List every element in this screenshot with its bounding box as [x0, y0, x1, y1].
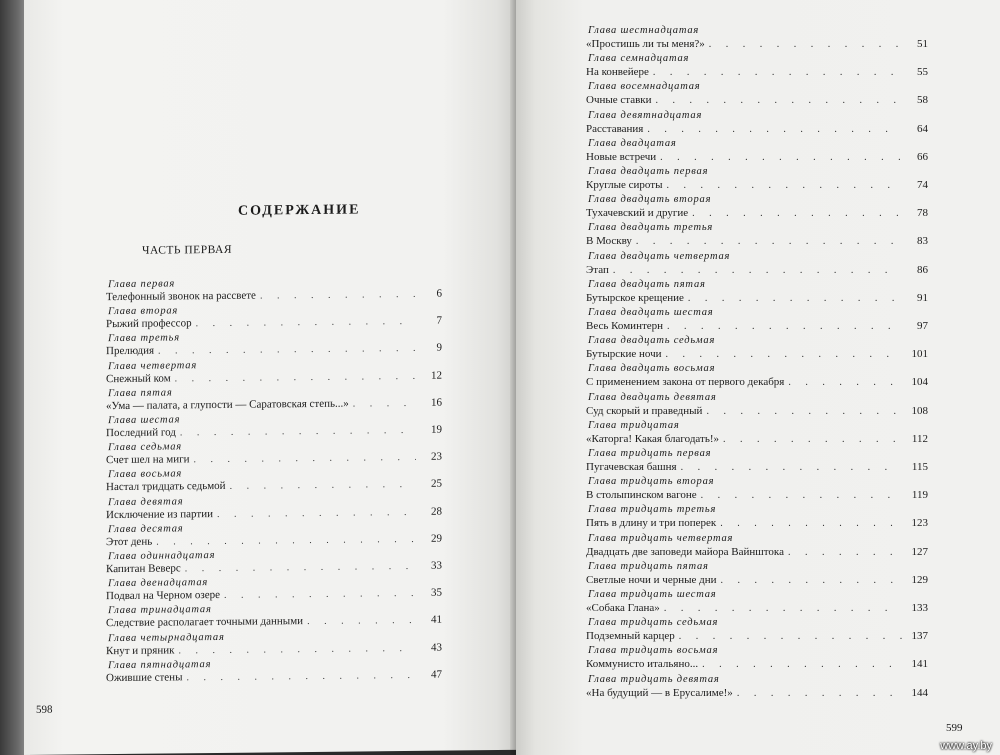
chapter-title: Пугачевская башня: [586, 461, 677, 473]
chapter-title: Новые встречи: [586, 150, 657, 163]
chapter-title: Коммунисто итальяно...: [586, 658, 699, 671]
page-number: 104: [911, 376, 928, 389]
leader-dots: [185, 561, 416, 574]
page-number: 25: [431, 478, 442, 491]
leader-dots: [158, 343, 416, 357]
page-number: 19: [431, 423, 442, 436]
page-number: 137: [911, 630, 928, 643]
chapter-label: Глава двадцать третья: [588, 222, 714, 234]
toc-entry: [586, 376, 928, 388]
page-number: 97: [917, 320, 928, 332]
chapter-label: Глава восьмая: [108, 468, 183, 481]
chapter-title: Весь Коминтерн: [586, 320, 664, 332]
toc-entry: [586, 207, 928, 219]
page-number: 78: [917, 207, 928, 220]
page-number: 112: [911, 432, 928, 445]
page-number: 29: [431, 532, 442, 545]
toc-entry: [586, 658, 928, 670]
chapter-label: Глава тридцать третья: [588, 504, 717, 516]
leader-dots: [647, 124, 902, 135]
page-number: 141: [911, 658, 928, 671]
toc-entry: [106, 587, 442, 603]
chapter-label: Глава седьмая: [108, 441, 182, 454]
chapter-label: Глава шестая: [108, 414, 181, 427]
chapter-title: Подземный карцер: [586, 630, 675, 643]
page-number: 127: [911, 545, 928, 558]
page-number: 58: [917, 94, 928, 107]
chapter-title: Бутырское крещение: [586, 291, 684, 304]
toc-entry: [586, 489, 928, 501]
leader-dots: [156, 534, 416, 548]
toc-entry: [586, 94, 928, 106]
chapter-title: Телефонный звонок на рассвете: [106, 289, 256, 304]
toc-entry: [586, 38, 928, 50]
leader-dots: [706, 406, 902, 417]
toc-entry: [586, 179, 928, 191]
toc-entry: [106, 288, 442, 304]
page-number: 101: [911, 348, 928, 361]
chapter-title: Расставания: [586, 122, 644, 135]
toc-entry: [586, 292, 928, 304]
page-number: 41: [431, 614, 442, 627]
leader-dots: [217, 506, 416, 519]
chapter-label: Глава десятая: [108, 523, 184, 535]
chapter-label: Глава двадцать первая: [588, 166, 709, 177]
leader-dots: [688, 293, 902, 304]
leader-dots: [667, 321, 902, 332]
page-number: 119: [911, 489, 928, 502]
leader-dots: [186, 670, 416, 683]
toc-entry: [586, 66, 928, 78]
page-number: 35: [431, 586, 442, 599]
toc-entry: [586, 574, 928, 586]
toc-entry: [586, 602, 928, 614]
leader-dots: [224, 588, 416, 601]
chapter-title: На конвейере: [586, 66, 649, 79]
chapter-title: Кнут и пряник: [106, 644, 175, 657]
chapter-label: Глава девятая: [108, 495, 184, 508]
leader-dots: [720, 518, 902, 529]
leader-dots: [723, 434, 902, 445]
chapter-label: Глава двадцать седьмая: [588, 335, 716, 347]
page-number: 6: [436, 287, 442, 300]
chapter-label: Глава тридцать шестая: [588, 589, 717, 600]
chapter-label: Глава четырнадцатая: [108, 631, 225, 644]
chapter-title: Снежный ком: [106, 372, 171, 385]
chapter-label: Глава тридцать первая: [588, 448, 712, 459]
leader-dots: [788, 547, 902, 558]
leader-dots: [679, 631, 902, 642]
page-number: 12: [431, 369, 442, 382]
page-number: 23: [431, 450, 442, 463]
chapter-title: Очные ставки: [586, 94, 652, 107]
chapter-title: Этап: [586, 263, 609, 276]
right-page-number: 599: [946, 722, 963, 734]
chapter-label: Глава восемнадцатая: [588, 81, 701, 93]
chapter-title: Суд скорый и праведный: [586, 404, 703, 417]
page-number: 28: [431, 505, 442, 518]
page-number: 91: [917, 291, 928, 304]
leader-dots: [788, 377, 902, 388]
chapter-label: Глава одиннадцатая: [108, 549, 216, 563]
page-number: 33: [431, 559, 442, 572]
toc-entry: [106, 641, 442, 657]
toc-entry: [106, 424, 442, 440]
chapter-label: Глава двадцать девятая: [588, 391, 717, 403]
page-number: 129: [911, 573, 928, 586]
chapter-title: «Каторга! Какая благодать!»: [586, 432, 719, 445]
chapter-title: Подвал на Черном озере: [106, 589, 221, 603]
page-number: 115: [911, 461, 928, 473]
chapter-title: Капитан Веверс: [106, 562, 181, 576]
toc-entry: [106, 342, 442, 358]
chapter-title: В столыпинском вагоне: [586, 489, 697, 502]
leader-dots: [681, 462, 902, 473]
toc-entry: [586, 546, 928, 558]
chapter-title: Круглые сироты: [586, 179, 663, 191]
toc-entry: [106, 369, 442, 385]
leader-dots: [666, 349, 902, 360]
chapter-label: Глава тридцать четвертая: [588, 532, 734, 544]
page-number: 86: [917, 263, 928, 276]
chapter-label: Глава тридцать девятая: [588, 673, 720, 685]
watermark-text: www.ay.by: [940, 740, 992, 752]
chapter-title: «Простишь ли ты меня?»: [586, 38, 705, 50]
chapter-label: Глава четвертая: [108, 359, 198, 372]
chapter-label: Глава двадцать пятая: [588, 278, 706, 290]
toc-entry: [586, 687, 928, 699]
chapter-label: Глава тринадцатая: [108, 604, 212, 617]
chapter-label: Глава тридцать вторая: [588, 476, 715, 488]
left-page-number: 598: [36, 703, 53, 716]
toc-entry: [106, 560, 442, 576]
page-number: 66: [917, 150, 928, 163]
leader-dots: [656, 95, 902, 106]
chapter-title: Ожившие стены: [106, 671, 183, 684]
toc-entry: [586, 348, 928, 360]
page-number: 9: [436, 342, 442, 355]
chapter-title: С применением закона от первого декабря: [586, 376, 785, 389]
chapter-label: Глава двадцать вторая: [588, 194, 712, 206]
chapter-title: Бутырские ночи: [586, 348, 662, 361]
page-number: 16: [431, 396, 442, 409]
page-number: 133: [911, 602, 928, 614]
chapter-label: Глава двадцать шестая: [588, 307, 714, 318]
chapter-title: Следствие располагает точными данными: [106, 615, 304, 630]
leader-dots: [737, 688, 902, 699]
leader-dots: [692, 208, 902, 219]
chapter-title: Настал тридцать седьмой: [106, 480, 226, 494]
chapter-title: Этот день: [106, 535, 153, 548]
page-number: 51: [917, 38, 928, 50]
toc-entry: [106, 614, 442, 630]
toc-entry: [586, 630, 928, 642]
chapter-label: Глава семнадцатая: [588, 53, 690, 65]
toc-entry: [106, 532, 442, 548]
chapter-label: Глава тридцатая: [588, 419, 680, 431]
toc-entry: [586, 517, 928, 529]
chapter-title: Пять в длину и три поперек: [586, 517, 717, 530]
toc-entry: [586, 433, 928, 445]
toc-entry: [106, 478, 442, 494]
toc-entry: [586, 405, 928, 417]
toc-entry: [106, 451, 442, 467]
page-number: 47: [431, 668, 442, 681]
left-page: [24, 0, 516, 755]
leader-dots: [666, 180, 902, 191]
chapter-label: Глава шестнадцатая: [588, 25, 700, 36]
chapter-label: Глава двадцатая: [588, 137, 677, 149]
chapter-label: Глава двадцать четвертая: [588, 250, 731, 262]
chapter-label: Глава девятнадцатая: [588, 109, 703, 121]
leader-dots: [721, 575, 903, 586]
page-number: 43: [431, 641, 442, 654]
page-number: 64: [917, 122, 928, 135]
leader-dots: [613, 265, 902, 276]
leader-dots: [702, 659, 902, 670]
toc-entry: [106, 396, 442, 412]
leader-dots: [230, 479, 416, 492]
chapter-label: Глава пятая: [108, 387, 173, 399]
leader-dots: [636, 236, 902, 247]
toc-entry: [586, 151, 928, 163]
chapter-title: «Собака Глана»: [586, 602, 660, 614]
page-number: 83: [917, 235, 928, 248]
leader-dots: [175, 370, 416, 384]
chapter-label: Глава первая: [108, 278, 176, 291]
leader-dots: [709, 39, 902, 50]
chapter-label: Глава двадцать восьмая: [588, 363, 716, 375]
toc-entry: [586, 264, 928, 276]
page-number: 7: [436, 314, 442, 327]
page-number: 108: [911, 404, 928, 417]
chapter-title: Исключение из партии: [106, 507, 213, 521]
page-number: 55: [917, 66, 928, 79]
leader-dots: [194, 452, 416, 465]
chapter-label: Глава вторая: [108, 305, 179, 318]
leader-dots: [653, 67, 902, 78]
chapter-title: Рыжий профессор: [106, 317, 192, 331]
leader-dots: [353, 398, 416, 410]
page-number: 123: [911, 517, 928, 530]
chapter-title: Светлые ночи и черные дни: [586, 573, 717, 586]
part-heading: ЧАСТЬ ПЕРВАЯ: [142, 243, 233, 257]
chapter-label: Глава третья: [108, 332, 180, 345]
chapter-label: Глава тридцать восьмая: [588, 645, 719, 657]
chapter-title: Двадцать две заповеди майора Вайнштока: [586, 545, 784, 558]
leader-dots: [180, 425, 416, 438]
chapter-title: В Москву: [586, 235, 632, 248]
leader-dots: [660, 152, 902, 163]
right-page: [516, 0, 1000, 755]
toc-entry: [106, 315, 442, 331]
leader-dots: [178, 642, 416, 655]
chapter-label: Глава двенадцатая: [108, 577, 209, 590]
leader-dots: [260, 289, 416, 302]
chapter-label: Глава тридцать пятая: [588, 560, 709, 572]
contents-heading: СОДЕРЖАНИЕ: [238, 202, 361, 219]
leader-dots: [307, 615, 416, 627]
chapter-title: «Ума — палата, а глупости — Саратовская степь...»: [106, 397, 349, 412]
leader-dots: [664, 603, 902, 614]
leader-dots: [196, 316, 416, 329]
toc-entry: [106, 668, 442, 684]
leader-dots: [701, 490, 902, 501]
chapter-title: Последний год: [106, 426, 176, 440]
toc-entry: [586, 235, 928, 247]
toc-entry: [586, 461, 928, 473]
chapter-label: Глава тридцать седьмая: [588, 617, 719, 629]
chapter-title: Тухачевский и другие: [586, 207, 689, 220]
chapter-label: Глава пятнадцатая: [108, 658, 212, 671]
chapter-title: Прелюдия: [106, 345, 155, 358]
page-number: 74: [917, 179, 928, 191]
page-number: 144: [911, 686, 928, 699]
chapter-title: «На будущий — в Ерусалиме!»: [586, 686, 733, 699]
toc-entry: [106, 505, 442, 521]
chapter-title: Счет шел на миги: [106, 453, 190, 467]
toc-entry: [586, 320, 928, 332]
toc-entry: [586, 123, 928, 135]
